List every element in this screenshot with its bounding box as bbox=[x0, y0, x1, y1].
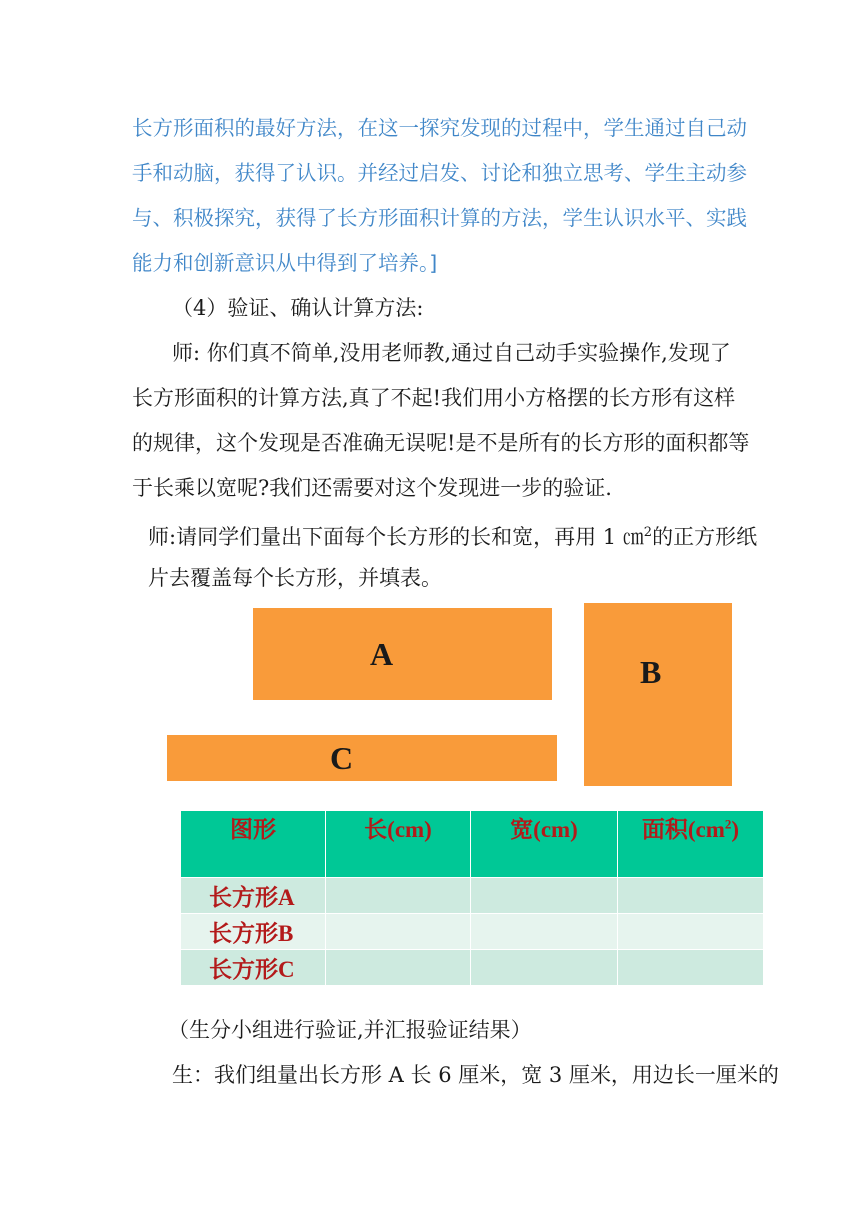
rectangle-a bbox=[253, 608, 552, 700]
cell-b-width[interactable] bbox=[471, 914, 618, 950]
header-length: 长(cm) bbox=[326, 811, 471, 878]
teacher2-text-b: 的正方形纸 bbox=[652, 525, 758, 549]
table-row bbox=[181, 914, 764, 950]
rectangle-b-label: B bbox=[640, 654, 662, 690]
row-label-c: 长方形C bbox=[181, 950, 326, 986]
student-line: 生：我们组量出长方形 A 长 6 厘米，宽 3 厘米，用边长一厘米的 bbox=[172, 1063, 779, 1087]
header-shape: 图形 bbox=[181, 811, 326, 878]
rectangle-b bbox=[584, 603, 732, 786]
teacher2-line-1 bbox=[148, 518, 757, 552]
row-label-b: 长方形B bbox=[181, 914, 326, 950]
rectangle-a-label: A bbox=[370, 636, 394, 672]
cell-b-length[interactable] bbox=[326, 914, 471, 950]
table-row bbox=[181, 950, 764, 986]
blue-line-2: 手和动脑，获得了认识。并经过启发、讨论和独立思考、学生主动参 bbox=[132, 161, 747, 185]
blue-line-4: 能力和创新意识从中得到了培养。] bbox=[132, 251, 438, 275]
table-row bbox=[181, 878, 764, 914]
step-heading: （4）验证、确认计算方法: bbox=[172, 296, 424, 320]
teacher2-line-2: 片去覆盖每个长方形，并填表。 bbox=[148, 566, 442, 590]
blue-line-3: 与、积极探究，获得了长方形面积计算的方法，学生认识水平、实践 bbox=[132, 206, 747, 230]
squared-sup: 2 bbox=[643, 525, 653, 540]
group-note: （生分小组进行验证,并汇报验证结果） bbox=[168, 1018, 532, 1042]
cell-c-area[interactable] bbox=[618, 950, 764, 986]
header-area-text: 面积(cm bbox=[641, 817, 725, 842]
rectangle-c-label: C bbox=[330, 740, 354, 776]
table-header-row bbox=[181, 811, 764, 878]
teacher2-text-a: 师:请同学们量出下面每个长方形的长和宽，再用 1 ㎝ bbox=[148, 525, 644, 549]
cell-c-length[interactable] bbox=[326, 950, 471, 986]
header-area bbox=[618, 811, 764, 878]
teacher-line-1: 师: 你们真不简单,没用老师教,通过自己动手实验操作,发现了 bbox=[172, 341, 731, 365]
rectangle-c bbox=[167, 735, 557, 781]
header-area-close: ) bbox=[731, 817, 740, 842]
cell-c-width[interactable] bbox=[471, 950, 618, 986]
blue-line-1: 长方形面积的最好方法，在这一探究发现的过程中，学生通过自己动 bbox=[132, 116, 747, 140]
teacher-line-4: 于长乘以宽呢?我们还需要对这个发现进一步的验证. bbox=[132, 476, 612, 500]
measurement-table bbox=[180, 810, 764, 986]
teacher-line-2: 长方形面积的计算方法,真了不起!我们用小方格摆的长方形有这样 bbox=[132, 386, 736, 410]
cell-a-area[interactable] bbox=[618, 878, 764, 914]
header-width: 宽(cm) bbox=[471, 811, 618, 878]
row-label-a: 长方形A bbox=[181, 878, 326, 914]
header-area-sup: 2 bbox=[724, 816, 732, 832]
cell-a-length[interactable] bbox=[326, 878, 471, 914]
cell-a-width[interactable] bbox=[471, 878, 618, 914]
teacher-line-3: 的规律，这个发现是否准确无误呢!是不是所有的长方形的面积都等 bbox=[132, 431, 750, 455]
cell-b-area[interactable] bbox=[618, 914, 764, 950]
